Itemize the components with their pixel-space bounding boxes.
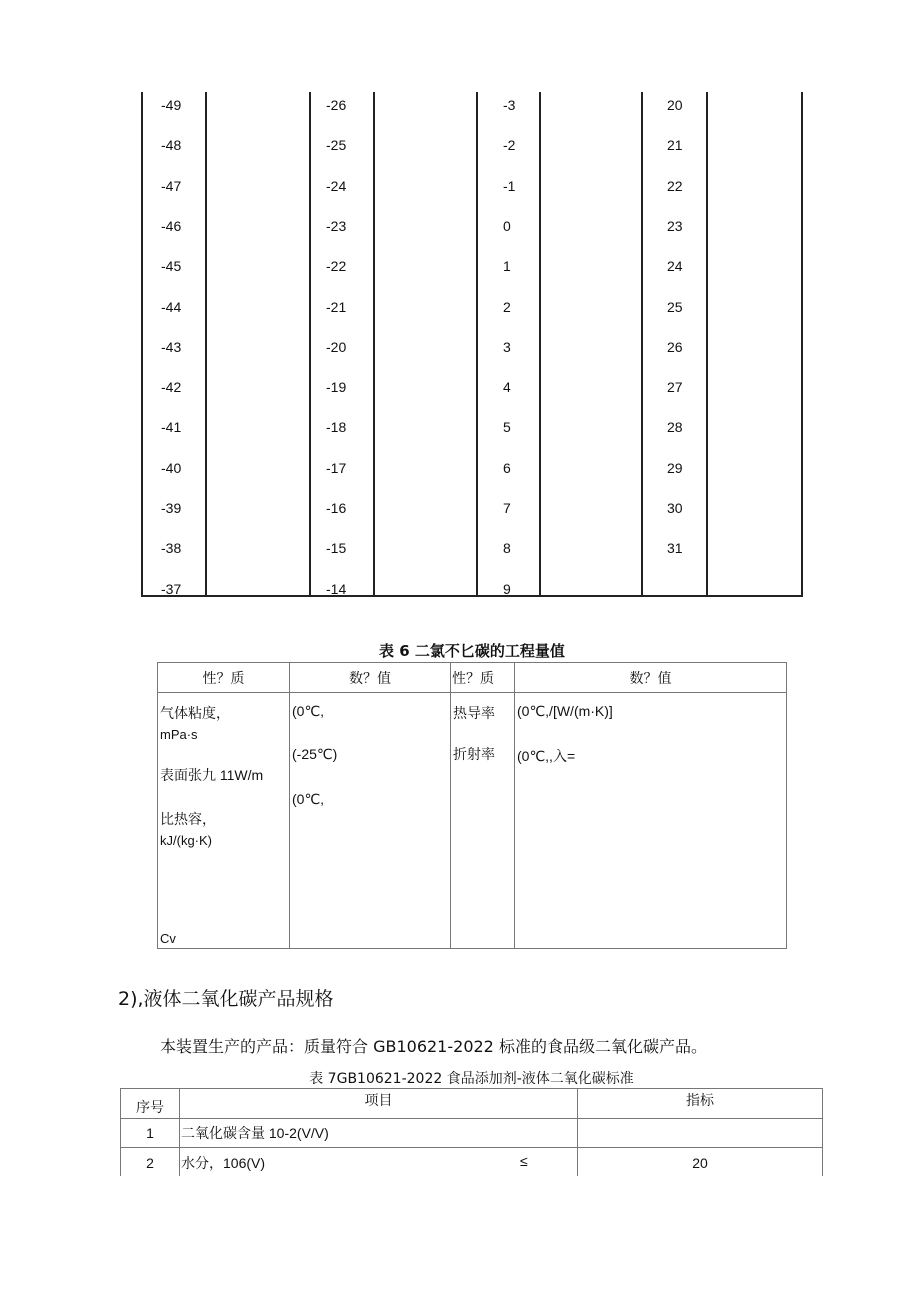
grid-line — [373, 92, 375, 595]
text: 折射率 — [453, 746, 495, 762]
temperature-value: 26 — [667, 338, 683, 355]
temperature-value: -21 — [326, 298, 347, 315]
row-item: 二氧化碳含量 10-2(V/V) — [180, 1119, 578, 1148]
value-cell — [290, 693, 451, 949]
temperature-value: 30 — [667, 500, 683, 516]
section-paragraph: 本装置生产的产品：质量符合 GB10621-2022 标准的食品级二氧化碳产品。 — [160, 1037, 707, 1056]
row-no: 2 — [121, 1148, 180, 1178]
temperature-value: -16 — [326, 500, 347, 516]
header-value: 指标 — [578, 1089, 823, 1119]
temperature-value: -25 — [326, 137, 347, 154]
temperature-value: 28 — [667, 419, 683, 436]
grid-line — [205, 92, 207, 595]
temperature-value: -20 — [326, 338, 347, 355]
temperature-value: 3 — [503, 338, 511, 355]
temperature-value: 9 — [503, 580, 511, 597]
table-row — [121, 1148, 823, 1178]
temperature-value: 21 — [667, 137, 683, 154]
temperature-value: 4 — [503, 379, 511, 396]
temperature-value: 29 — [667, 459, 683, 476]
grid-line — [309, 92, 311, 595]
text: 气体粘度， — [160, 705, 230, 721]
section-heading: 2),液体二氧化碳产品规格 — [118, 988, 334, 1010]
header-property: 性？质 — [158, 663, 290, 693]
temperature-value: -42 — [161, 379, 182, 396]
temperature-value: 1 — [503, 258, 511, 275]
temperature-value: -18 — [326, 419, 347, 436]
temperature-value: -43 — [161, 338, 182, 355]
table6 — [157, 662, 787, 949]
property-cell — [451, 693, 515, 949]
temperature-value: -47 — [161, 177, 182, 194]
temperature-value: 7 — [503, 500, 511, 516]
temperature-value: -37 — [161, 580, 182, 597]
temperature-grid — [141, 92, 803, 597]
temperature-value: -23 — [326, 217, 347, 234]
row-value: 20 — [578, 1148, 823, 1178]
table7-caption: 表 7GB10621-2022 食品添加剂-液体二氧化碳标准 — [309, 1071, 634, 1087]
grid-line — [539, 92, 541, 595]
row-operator: ≤ — [520, 1153, 528, 1169]
text: (0℃, — [292, 791, 325, 807]
temperature-value: 8 — [503, 540, 511, 557]
temperature-value: -14 — [326, 580, 347, 597]
row-no: 1 — [121, 1119, 180, 1148]
text: 热导率 — [453, 705, 495, 721]
temperature-value: 5 — [503, 419, 511, 436]
text: (0℃,/[W/(m·K)] — [517, 703, 613, 719]
temperature-value: 25 — [667, 298, 683, 315]
temperature-value: -44 — [161, 298, 182, 315]
temperature-value: -3 — [503, 97, 516, 113]
table6-caption: 表 6 二氯不匕碳的工程量值 — [379, 642, 565, 660]
grid-line — [641, 92, 643, 595]
text: 比热容， — [160, 811, 216, 827]
text: Cv — [160, 931, 176, 946]
row-item-cell — [180, 1148, 578, 1178]
row-value — [578, 1119, 823, 1148]
header-value: 数？值 — [290, 663, 451, 693]
temperature-value: 27 — [667, 379, 683, 396]
temperature-value: 20 — [667, 97, 683, 113]
temperature-value: -1 — [503, 177, 516, 194]
value-cell — [515, 693, 787, 949]
temperature-value: 23 — [667, 217, 683, 234]
text: 表面张九 11W/m — [160, 767, 264, 783]
table-row — [121, 1119, 823, 1148]
text: kJ/(kg·K) — [160, 833, 212, 848]
temperature-value: -41 — [161, 419, 182, 436]
temperature-value: -39 — [161, 500, 182, 516]
temperature-value: -15 — [326, 540, 347, 557]
temperature-value: -26 — [326, 97, 347, 113]
temperature-value: 22 — [667, 177, 683, 194]
header-property: 性？质 — [451, 663, 515, 693]
table7 — [120, 1088, 823, 1178]
temperature-value: -40 — [161, 459, 182, 476]
temperature-value: -38 — [161, 540, 182, 557]
grid-line — [706, 92, 708, 595]
property-cell — [158, 693, 290, 949]
temperature-value: -46 — [161, 217, 182, 234]
grid-line — [476, 92, 478, 595]
header-item: 项目 — [180, 1089, 578, 1119]
temperature-value: 0 — [503, 217, 511, 234]
temperature-value: 24 — [667, 258, 683, 275]
temperature-value: -22 — [326, 258, 347, 275]
temperature-value: -17 — [326, 459, 347, 476]
header-value: 数？值 — [515, 663, 787, 693]
temperature-value: -19 — [326, 379, 347, 396]
temperature-value: -24 — [326, 177, 347, 194]
temperature-value: 31 — [667, 540, 683, 557]
temperature-value: -2 — [503, 137, 516, 154]
temperature-value: 2 — [503, 298, 511, 315]
temperature-value: -49 — [161, 97, 182, 113]
header-no: 序号 — [121, 1089, 180, 1119]
temperature-value: -45 — [161, 258, 182, 275]
row-item: 水分，106(V) — [181, 1154, 266, 1171]
text: mPa·s — [160, 727, 198, 742]
text: (0℃, — [292, 703, 325, 719]
text: (-25℃) — [292, 746, 338, 762]
temperature-value: -48 — [161, 137, 182, 154]
text: (0℃,,入= — [517, 748, 576, 764]
temperature-value: 6 — [503, 459, 511, 476]
